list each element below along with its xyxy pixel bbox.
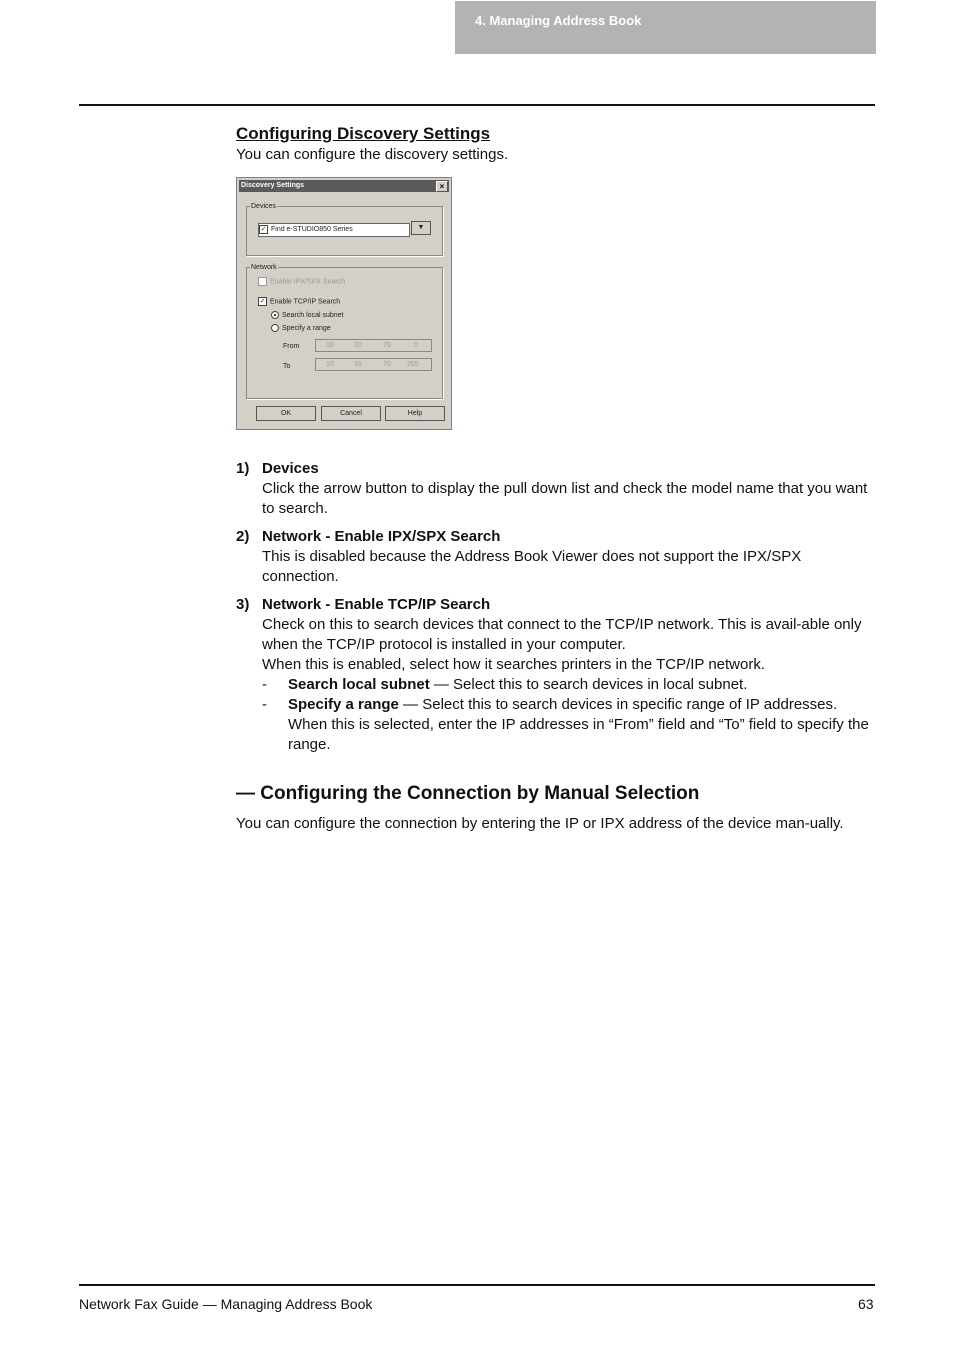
enable-ipx-label: Enable IPX/SPX Search xyxy=(270,278,346,286)
chevron-down-icon[interactable]: ▼ xyxy=(411,221,431,235)
list-item xyxy=(236,527,876,587)
top-rule xyxy=(79,104,875,106)
radio-icon xyxy=(271,324,279,332)
manual-selection-body: You can configure the connection by entering the IP or IPX address of the device man-ually. xyxy=(236,815,844,832)
chapter-title: 4. Managing Address Book xyxy=(475,13,642,28)
enable-ipx-checkbox[interactable] xyxy=(258,277,345,286)
sub-item-term: Specify a range xyxy=(288,696,399,713)
list-item xyxy=(236,595,876,755)
item-body: When this is enabled, select how it searches printers in the TCP/IP network. xyxy=(262,656,766,673)
network-group-label: Network xyxy=(251,264,277,271)
chapter-header-tab xyxy=(455,1,876,54)
ip-octet: 255 xyxy=(407,361,419,368)
enable-tcpip-label: Enable TCP/IP Search xyxy=(270,298,341,306)
ip-octet: 10 xyxy=(326,342,334,349)
network-group xyxy=(246,264,443,399)
dialog-title: Discovery Settings xyxy=(241,182,305,189)
devices-combo[interactable] xyxy=(258,223,410,237)
bottom-rule xyxy=(79,1284,875,1286)
item-body: Check on this to search devices that connect to the TCP/IP network. This is avail-able only when the TCP/IP protocol is installed in your computer. xyxy=(262,616,862,653)
section-intro: You can configure the discovery settings. xyxy=(236,146,509,163)
from-ip-field[interactable] xyxy=(315,339,432,352)
close-icon[interactable]: × xyxy=(436,181,448,192)
sub-item-term: Search local subnet xyxy=(288,676,430,693)
checkbox-icon: ✓ xyxy=(259,298,266,305)
footer-title: Network Fax Guide — Managing Address Book xyxy=(79,1296,373,1312)
ip-octet: 10 xyxy=(354,361,362,368)
ip-octet: 70 xyxy=(383,342,391,349)
ip-octet: 10 xyxy=(354,342,362,349)
search-local-radio[interactable] xyxy=(271,311,343,320)
devices-combo-value: Find e-STUDIO850 Series xyxy=(271,226,353,233)
to-ip-field[interactable] xyxy=(315,358,432,371)
section-title: Configuring Discovery Settings xyxy=(236,124,491,143)
ok-button[interactable]: OK xyxy=(256,406,316,421)
checkbox-icon xyxy=(258,277,267,286)
help-button[interactable]: Help xyxy=(385,406,445,421)
item-heading: Network - Enable TCP/IP Search xyxy=(262,596,491,613)
item-heading: Network - Enable IPX/SPX Search xyxy=(262,528,501,545)
search-local-label: Search local subnet xyxy=(282,312,344,319)
sub-item-text: — Select this to search devices in specific range of IP addresses. When this is selected, enter the IP addresses in “From” field and “To” field to specify the range. xyxy=(288,696,869,753)
dialog-titlebar xyxy=(239,180,449,192)
item-heading: Devices xyxy=(262,460,319,477)
item-number: 1) xyxy=(236,460,250,477)
devices-group xyxy=(246,203,443,256)
specify-range-label: Specify a range xyxy=(282,325,331,332)
ip-octet: 10 xyxy=(326,361,334,368)
dash-marker: - xyxy=(262,696,267,713)
radio-icon xyxy=(271,311,279,319)
item-number: 2) xyxy=(236,528,250,545)
page-number: 63 xyxy=(858,1296,874,1312)
ip-octet: 0 xyxy=(414,342,418,349)
ip-octet: 70 xyxy=(383,361,391,368)
sub-item xyxy=(262,675,876,695)
item-list xyxy=(236,459,876,755)
item-body: This is disabled because the Address Book Viewer does not support the IPX/SPX connection. xyxy=(262,548,802,585)
devices-group-label: Devices xyxy=(251,203,276,210)
to-label: To xyxy=(283,363,291,370)
discovery-settings-dialog xyxy=(236,177,452,430)
sub-item xyxy=(262,695,876,755)
sub-item-text: — Select this to search devices in local subnet. xyxy=(429,676,748,693)
dash-marker: - xyxy=(262,676,267,693)
list-item xyxy=(236,459,876,519)
enable-tcpip-checkbox[interactable] xyxy=(258,297,340,306)
dialog-screenshot xyxy=(236,171,876,443)
checkbox-icon: ✓ xyxy=(260,225,267,233)
item-body: Click the arrow button to display the pull down list and check the model name that you want to search. xyxy=(262,480,868,517)
specify-range-radio[interactable] xyxy=(271,324,331,333)
from-label: From xyxy=(283,343,300,350)
page-content xyxy=(236,123,876,834)
manual-selection-heading: — Configuring the Connection by Manual Selection xyxy=(236,783,700,804)
cancel-button[interactable]: Cancel xyxy=(321,406,381,421)
item-number: 3) xyxy=(236,596,250,613)
